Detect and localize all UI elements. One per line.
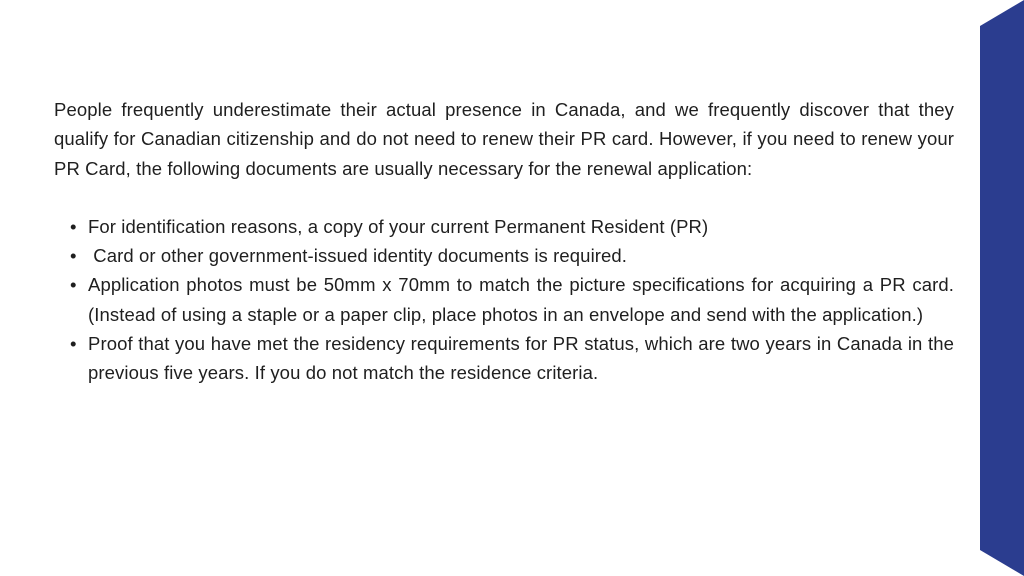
list-item-text: Application photos must be 50mm x 70mm to match the picture specifications for acquiring a PR card. (Instead of using a staple or a paper clip, place photos in an envelope and send with the application.)	[88, 274, 954, 325]
list-item	[54, 241, 954, 270]
bullet-marker: •	[70, 274, 77, 296]
bullet-marker: •	[70, 333, 77, 355]
list-item-text: For identification reasons, a copy of your current Permanent Resident (PR)	[88, 215, 709, 237]
main-content	[54, 95, 954, 388]
list-item-text: Proof that you have met the residency requirements for PR status, which are two years in Canada in the previous five years. If you do not match the residence criteria.	[88, 333, 954, 384]
list-item	[54, 212, 954, 241]
decorative-side-band	[980, 0, 1024, 576]
bullet-marker: •	[70, 215, 77, 237]
side-band-shape	[980, 0, 1024, 576]
side-band-polygon	[980, 0, 1024, 576]
intro-paragraph: People frequently underestimate their actual presence in Canada, and we frequently discover that they qualify for Canadian citizenship and do not need to renew their PR card. However, if you need to renew your PR Card, the following documents are usually necessary for the renewal application:	[54, 99, 954, 179]
bullet-marker: •	[70, 245, 77, 267]
list-item	[54, 270, 954, 329]
list-item	[54, 329, 954, 388]
requirements-list	[54, 212, 954, 388]
list-item-text: Card or other government-issued identity documents is required.	[88, 245, 628, 267]
